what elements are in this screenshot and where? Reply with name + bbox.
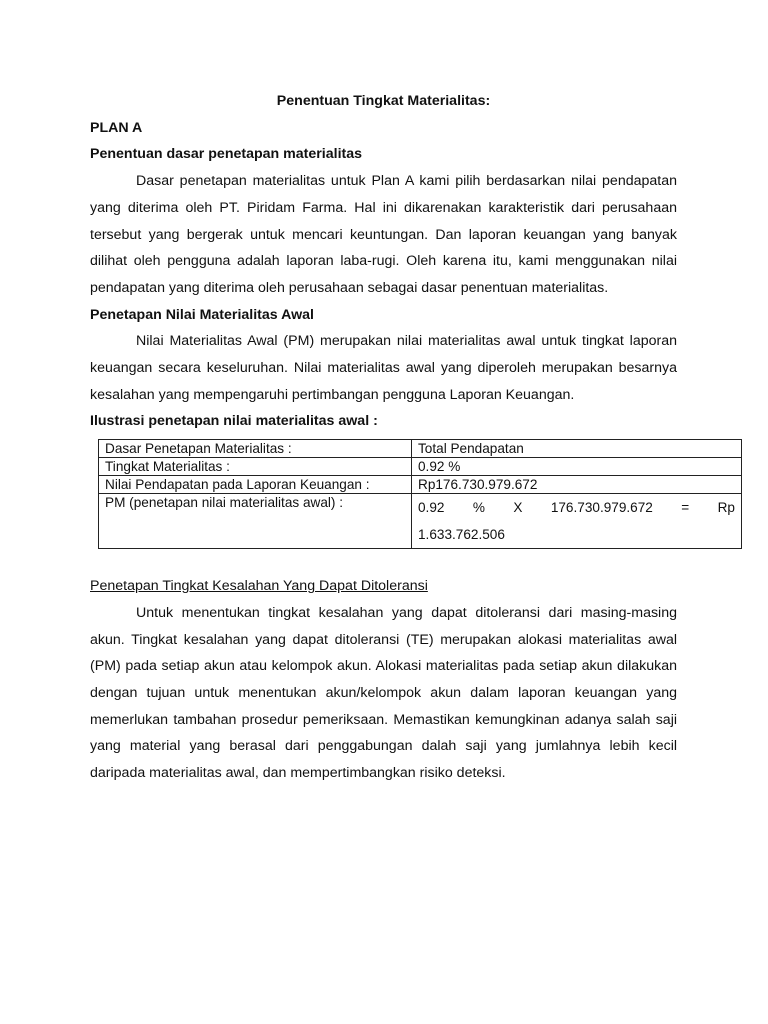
pm-part: 0.92 bbox=[418, 500, 445, 516]
pm-part: % bbox=[472, 500, 485, 516]
table-row bbox=[99, 476, 742, 494]
table-cell-pm-calculation bbox=[412, 494, 742, 549]
materiality-table bbox=[98, 439, 742, 549]
table-cell-label: Tingkat Materialitas : bbox=[99, 458, 412, 476]
table-cell-label: PM (penetapan nilai materialitas awal) : bbox=[99, 494, 412, 549]
paragraph-toleransi: Untuk menentukan tingkat kesalahan yang dapat ditoleransi dari masing-masing akun. Tingkat kesalahan yang dapat ditoleransi (TE) merupakan alokasi materialitas awal (PM) pada setiap akun atau kelompok akun. Alokasi materialitas pada setiap akun dilakukan dengan tujuan untuk menentukan akun/kelompok akun dalam laporan keuangan yang memerlukan tambahan prosedur pemeriksaan. Memastikan kemungkinan adanya salah saji yang material yang berasal dari penggabungan dalah saji yang jumlahnya lebih kecil daripada materialitas awal, dan mempertimbangkan risiko deteksi. bbox=[90, 604, 677, 782]
table-row bbox=[99, 458, 742, 476]
pm-result: 1.633.762.506 bbox=[418, 527, 505, 543]
pm-formula bbox=[418, 494, 741, 521]
table-row bbox=[99, 440, 742, 458]
table-cell-value: 0.92 % bbox=[412, 458, 742, 476]
pm-part: = bbox=[681, 500, 690, 516]
section-heading-toleransi: Penetapan Tingkat Kesalahan Yang Dapat Ditoleransi bbox=[90, 578, 428, 595]
illustration-heading: Ilustrasi penetapan nilai materialitas awal : bbox=[90, 413, 378, 430]
table-cell-label: Nilai Pendapatan pada Laporan Keuangan : bbox=[99, 476, 412, 494]
section-heading-nilai-awal: Penetapan Nilai Materialitas Awal bbox=[90, 306, 314, 323]
document-page bbox=[90, 88, 735, 787]
table-row bbox=[99, 494, 742, 549]
pm-part: Rp bbox=[717, 500, 735, 516]
paragraph-dasar: Dasar penetapan materialitas untuk Plan A kami pilih berdasarkan nilai pendapatan yang diterima oleh PT. Piridam Farma. Hal ini dikarenakan karakteristik dari perusahaan tersebut yang bergerak untuk mencari keuntungan. Dan laporan keuangan yang banyak dilihat oleh pengguna adalah laporan laba-rugi. Oleh karena itu, kami menggunakan nilai pendapatan yang diterima oleh perusahaan sebagai dasar penentuan materialitas. bbox=[90, 173, 677, 296]
pm-part: 176.730.979.672 bbox=[550, 500, 653, 516]
table-cell-label: Dasar Penetapan Materialitas : bbox=[99, 440, 412, 458]
document-title: Penentuan Tingkat Materialitas: bbox=[276, 93, 491, 109]
table-cell-value: Total Pendapatan bbox=[412, 440, 742, 458]
section-heading-dasar: Penentuan dasar penetapan materialitas bbox=[90, 146, 363, 163]
paragraph-nilai-awal: Nilai Materialitas Awal (PM) merupakan nilai materialitas awal untuk tingkat laporan keuangan secara keseluruhan. Nilai materialitas awal yang diperoleh merupakan besarnya kesalahan yang mempengaruhi pertimbangan pengguna Laporan Keuangan. bbox=[90, 333, 677, 403]
pm-part: X bbox=[513, 500, 523, 516]
spacer bbox=[90, 549, 677, 573]
table-cell-value: Rp176.730.979.672 bbox=[412, 476, 742, 494]
plan-label: PLAN A bbox=[90, 119, 143, 136]
